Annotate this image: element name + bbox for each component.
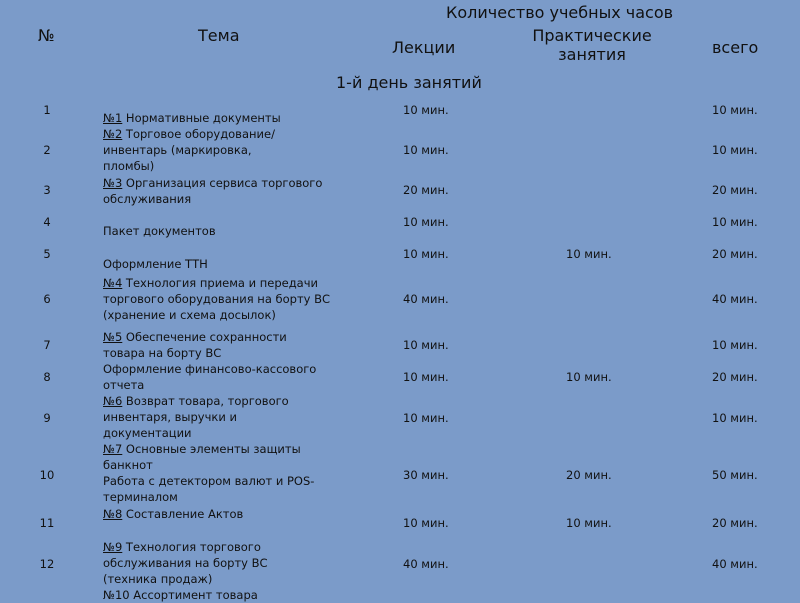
row-total: 10 мин. (712, 215, 758, 229)
row-topic (103, 256, 353, 272)
row-topic (103, 587, 353, 603)
topic-text: Технология торгового обслуживания на борту ВС (техника продаж) (103, 540, 268, 586)
row-num: 12 (39, 557, 55, 571)
row-num: 2 (43, 143, 51, 157)
topic-text: Оформление финансово-кассового отчета (103, 362, 317, 392)
topic-text: Технология приема и передачи торгового оборудования на борту ВС (хранение и схема досылок) (103, 276, 331, 322)
row-total: 10 мин. (712, 103, 758, 117)
topic-ref: №8 (103, 507, 123, 521)
row-total: 10 мин. (712, 143, 758, 157)
topic-text: Ассортимент товара (129, 588, 258, 602)
row-topic (103, 539, 323, 587)
row-total: 20 мин. (712, 370, 758, 384)
row-num: 1 (43, 103, 51, 117)
header-practice-line2: занятия (558, 45, 626, 64)
row-lectures: 10 мин. (403, 338, 449, 352)
topic-line (103, 441, 333, 473)
row-total: 20 мин. (712, 247, 758, 261)
row-lectures: 20 мин. (403, 183, 449, 197)
row-topic (103, 361, 343, 393)
row-topic (103, 126, 303, 174)
topic-ref: №2 (103, 127, 123, 141)
header-num: № (38, 26, 55, 45)
header-practice-line1: Практические (532, 26, 652, 45)
row-total: 40 мин. (712, 557, 758, 571)
day-heading: 1-й день занятий (336, 73, 482, 92)
topic-ref: №1 (103, 111, 123, 125)
row-lectures: 10 мин. (403, 215, 449, 229)
row-num: 7 (43, 338, 51, 352)
row-num: 8 (43, 370, 51, 384)
row-num: 3 (43, 183, 51, 197)
row-lectures: 30 мин. (403, 468, 449, 482)
row-lectures: 10 мин. (403, 411, 449, 425)
row-topic (103, 223, 353, 239)
row-num: 11 (39, 516, 55, 530)
header-hours: Количество учебных часов (446, 3, 674, 22)
row-lectures: 10 мин. (403, 143, 449, 157)
row-lectures: 10 мин. (403, 247, 449, 261)
row-total: 20 мин. (712, 183, 758, 197)
row-topic (103, 110, 353, 126)
row-num: 4 (43, 215, 51, 229)
row-lectures: 40 мин. (403, 557, 449, 571)
topic-ref: №10 (103, 588, 130, 602)
header-total: всего (712, 38, 759, 57)
topic-text: Обеспечение сохранности товара на борту ВС (103, 330, 287, 360)
header-practice (522, 26, 662, 64)
topic-ref: №9 (103, 540, 123, 554)
topic-line-2: Работа с детектором валют и POS-терминалом (103, 474, 315, 504)
row-topic (103, 393, 318, 441)
row-num: 10 (39, 468, 55, 482)
row-total: 40 мин. (712, 292, 758, 306)
row-topic (103, 275, 343, 323)
row-topic (103, 441, 333, 505)
header-topic: Тема (198, 26, 240, 45)
topic-text: Возврат товара, торгового инвентаря, выручки и документации (103, 394, 289, 440)
topic-text: Пакет документов (103, 224, 216, 238)
topic-ref: №7 (103, 442, 123, 456)
row-total: 50 мин. (712, 468, 758, 482)
topic-text: Организация сервиса торгового обслуживания (103, 176, 323, 206)
row-lectures: 10 мин. (403, 516, 449, 530)
topic-ref: №4 (103, 276, 123, 290)
row-num: 5 (43, 247, 51, 261)
header-lectures: Лекции (392, 38, 456, 57)
topic-text: Составление Актов (122, 507, 244, 521)
row-num: 6 (43, 292, 51, 306)
row-topic (103, 329, 313, 361)
topic-text: Основные элементы защиты банкнот (103, 442, 301, 472)
topic-text: Оформление ТТН (103, 257, 208, 271)
row-topic (103, 175, 353, 207)
topic-ref: №3 (103, 176, 123, 190)
row-num: 9 (43, 411, 51, 425)
row-total: 10 мин. (712, 338, 758, 352)
row-lectures: 10 мин. (403, 370, 449, 384)
row-practice: 10 мин. (566, 516, 612, 530)
row-total: 10 мин. (712, 411, 758, 425)
topic-ref: №6 (103, 394, 123, 408)
row-practice: 20 мин. (566, 468, 612, 482)
topic-text: Нормативные документы (122, 111, 281, 125)
topic-ref: №5 (103, 330, 123, 344)
row-lectures: 10 мин. (403, 103, 449, 117)
row-total: 20 мин. (712, 516, 758, 530)
row-practice: 10 мин. (566, 247, 612, 261)
topic-text: Торговое оборудование/инвентарь (маркировка, пломбы) (103, 127, 275, 173)
row-practice: 10 мин. (566, 370, 612, 384)
row-topic (103, 506, 353, 522)
row-lectures: 40 мин. (403, 292, 449, 306)
